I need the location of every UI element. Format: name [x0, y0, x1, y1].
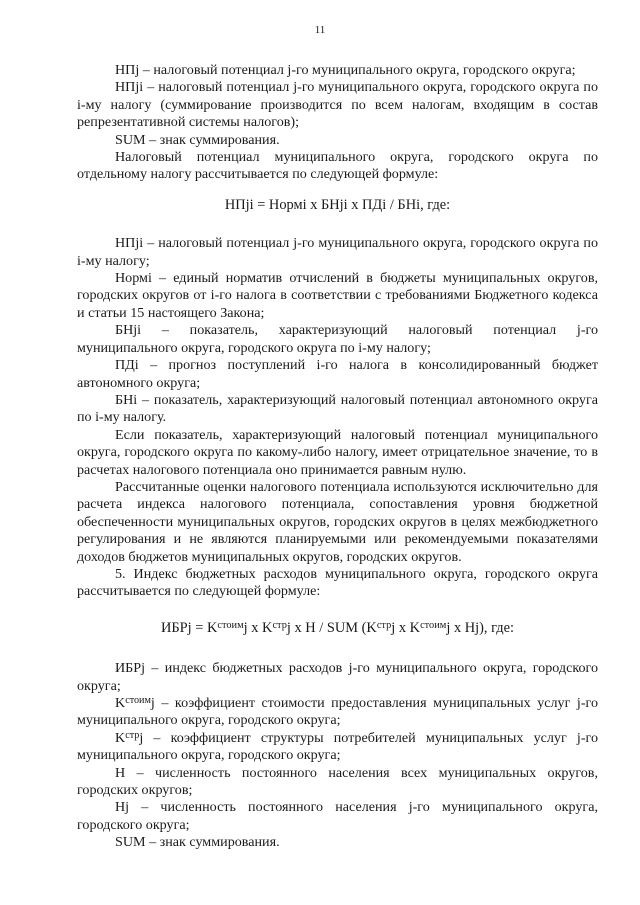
formula-budget-expense-index: ИБРj = $K^{стоим}j$ x $K^{стр}j$ x H / SUM ($K^{стр}j$ x $K^{стоим}j$ x Hj), где:	[160, 619, 515, 636]
paragraph: 5. Индекс бюджетных расходов муниципального округа, городского округа рассчитывается по следующей формуле:	[77, 565, 598, 600]
paragraph: БНi – показатель, характеризующий налоговый потенциал автономного округа по i-му налогу.	[77, 391, 598, 426]
formula-tax-potential: НПji = Нормi x БНji x ПДi / БНi, где:	[224, 196, 451, 213]
paragraph: ИБРj – индекс бюджетных расходов j-го муниципального округа, городского округа;	[77, 660, 598, 694]
paragraph: $K^{стоим}j$ – коэффициент стоимости предоставления муниципальных услуг j-го муниципального округа, городского округа;	[77, 695, 598, 729]
paragraph: H – численность постоянного населения всех муниципальных округов, городских округов;	[77, 764, 598, 799]
paragraph: SUM – знак суммирования.	[115, 131, 280, 148]
paragraph: Нормi – единый норматив отчислений в бюджеты муниципальных округов, городских округов от i-го налога в соответствии с требованиями Бюджетного кодекса и статьи 15 настоящего Закона;	[77, 270, 598, 321]
paragraph: НПji – налоговый потенциал j-го муниципального округа, городского округа по i-му налогу (суммирование производится по всем налогам, входящим в состав репрезентативной системы налогов);	[77, 79, 598, 131]
paragraph: ПДi – прогноз поступлений i-го налога в консолидированный бюджет автономного округа;	[77, 357, 598, 391]
paragraph: НПji – налоговый потенциал j-го муниципального округа, городского округа по i-му налогу;	[77, 235, 598, 269]
paragraph: Если показатель, характеризующий налоговый потенциал муниципального округа, городского округа по какому-либо налогу, имеет отрицательное значение, то в расчетах налогового потенциала оно принимается равным нулю.	[77, 426, 598, 478]
paragraph: Налоговый потенциал муниципального округа, городского округа по отдельному налогу рассчитывается по следующей формуле:	[77, 149, 598, 183]
document-body	[77, 62, 598, 852]
paragraph: Hj – численность постоянного населения j-го муниципального округа, городского округа;	[77, 799, 598, 833]
page-number: 11	[314, 24, 326, 36]
paragraph: Рассчитанные оценки налогового потенциала используются исключительно для расчета индекса налогового потенциала, сопоставления уровня бюджетной обеспеченности муниципальных округов, городских округов в целях межбюджетного регулирования и не являются планируемыми или рекомендуемыми показателями доходов бюджетов муниципальных округов, городских округов.	[77, 478, 598, 565]
paragraph: БНji – показатель, характеризующий налоговый потенциал j-го муниципального округа, городского округа по i-му налогу;	[77, 322, 598, 356]
paragraph: SUM – знак суммирования.	[115, 834, 280, 851]
paragraph: $K^{стр}j$ – коэффициент структуры потребителей муниципальных услуг j-го муниципального округа, городского округа;	[77, 729, 598, 764]
paragraph: НПj – налоговый потенциал j-го муниципального округа, городского округа;	[115, 62, 576, 78]
